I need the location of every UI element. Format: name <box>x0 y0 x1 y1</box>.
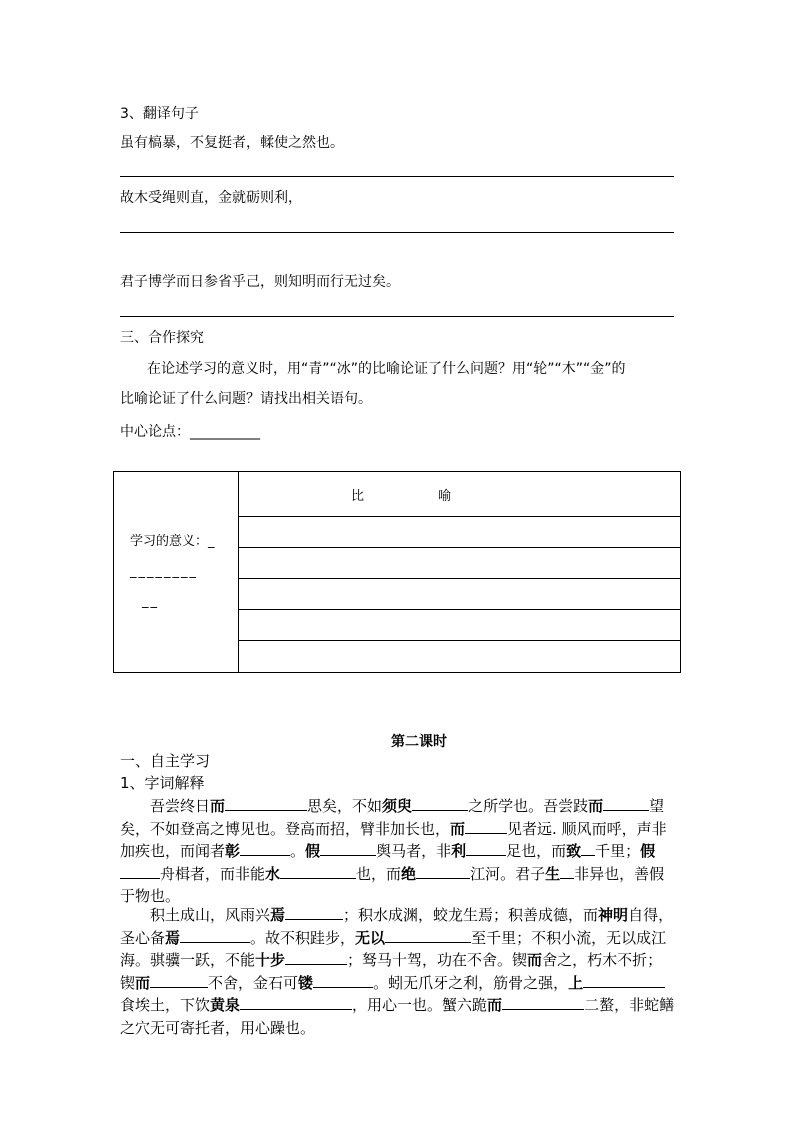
learning-meaning-line1: 学习的意义：_ <box>130 534 215 549</box>
metaphor-answer-cell[interactable] <box>239 517 681 548</box>
central-thesis-label[interactable]: 中心论点：__________ <box>120 424 260 440</box>
metaphor-answer-cell[interactable] <box>239 579 681 610</box>
fill-blank[interactable] <box>225 795 307 811</box>
keyword: 利 <box>451 842 467 860</box>
text-run: 积土成山，风雨兴 <box>150 906 271 924</box>
section-heading-translate: 3、翻译句子 <box>120 106 199 122</box>
text-run: 足也，而 <box>506 842 567 860</box>
metaphor-answer-cell[interactable] <box>239 610 681 641</box>
text-run: 舆马者，非 <box>376 842 452 860</box>
section-heading-self-study: 一、自主学习 <box>120 752 211 770</box>
keyword: 生 <box>545 864 561 883</box>
text-run: 。故不积跬步， <box>250 928 356 947</box>
fill-blank[interactable] <box>412 795 468 811</box>
text-run: 非异也，善假于物也。 <box>120 864 665 905</box>
fill-blank[interactable] <box>180 927 250 943</box>
keyword: 焉 <box>270 906 286 924</box>
answer-line[interactable] <box>120 176 674 177</box>
fill-blank[interactable] <box>603 795 649 811</box>
text-run: ；积水成渊，蛟龙生焉；积善成德，而 <box>343 906 599 924</box>
text-run: 舍之，朽木不折；锲 <box>120 951 663 992</box>
text-run: 。 <box>290 842 306 860</box>
text-run: 千里； <box>595 842 641 860</box>
metaphor-table <box>113 471 681 673</box>
fill-blank[interactable] <box>285 949 347 965</box>
translate-sentence-1: 虽有槁暴，不复挺者，輮使之然也。 <box>120 135 344 151</box>
text-run: 食埃土，下饮 <box>120 996 211 1014</box>
fill-blank[interactable] <box>560 863 574 879</box>
keyword: 绝 <box>401 864 417 883</box>
explore-prompt-line1: 在论述学习的意义时，用“青”“冰”的比喻论证了什么问题？用“轮”“木”“金”的 <box>147 361 626 377</box>
fill-blank[interactable] <box>120 863 160 879</box>
keyword: 神明 <box>598 906 629 924</box>
answer-line[interactable] <box>120 316 674 317</box>
translate-sentence-3: 君子博学而日参省乎己，则知明而行无过矣。 <box>120 274 400 290</box>
fill-blank[interactable] <box>240 840 290 856</box>
keyword: 上 <box>568 973 584 992</box>
keyword: 致 <box>566 842 582 860</box>
metaphor-answer-cell[interactable] <box>239 641 681 673</box>
keyword: 假 <box>305 842 321 860</box>
keyword: 水 <box>265 864 281 883</box>
text-run: 舟楫者，而非能 <box>160 864 266 883</box>
paragraph-2 <box>120 904 676 1039</box>
keyword: 而 <box>210 797 226 815</box>
keyword: 须臾 <box>382 797 413 815</box>
fill-blank[interactable] <box>313 972 373 988</box>
translate-sentence-2: 故木受绳则直，金就砺则利， <box>120 190 302 206</box>
keyword: 而 <box>135 973 151 992</box>
answer-line[interactable] <box>120 232 674 233</box>
text-run: 吾尝终日 <box>150 797 211 815</box>
keyword: 假 <box>640 842 656 860</box>
text-run: 不舍，金石可 <box>208 973 299 992</box>
keyword: 镂 <box>298 973 314 992</box>
text-run: 见者远. 顺风而呼，声非加疾也，而闻者 <box>120 819 667 860</box>
lesson-title: 第二课时 <box>391 734 447 750</box>
learning-meaning-line3: __ <box>142 594 159 609</box>
fill-blank[interactable] <box>581 840 595 856</box>
text-run: 自得，圣心备 <box>120 906 674 947</box>
fill-blank[interactable] <box>416 863 470 879</box>
fill-blank[interactable] <box>465 818 507 834</box>
keyword: 彰 <box>225 842 241 860</box>
keyword: 而 <box>527 951 543 969</box>
learning-meaning-cell[interactable] <box>114 472 239 673</box>
keyword: 十步 <box>255 951 286 969</box>
fill-blank[interactable] <box>466 840 506 856</box>
section-heading-word-explain: 1、字词解释 <box>120 774 205 792</box>
paragraph-1 <box>120 795 676 908</box>
metaphor-answer-cell[interactable] <box>239 548 681 579</box>
keyword: 而 <box>588 797 604 815</box>
section-heading-explore: 三、合作探究 <box>120 330 204 346</box>
metaphor-header <box>239 472 681 517</box>
fill-blank[interactable] <box>150 972 208 988</box>
fill-blank[interactable] <box>502 994 584 1010</box>
text-run: 江河。君子 <box>470 864 546 883</box>
keyword: 黄泉 <box>210 996 241 1014</box>
text-run: 思矣，不如 <box>307 797 383 815</box>
fill-blank[interactable] <box>280 863 356 879</box>
explore-prompt-line2: 比喻论证了什么问题？请找出相关语句。 <box>120 391 372 407</box>
keyword: 焉 <box>165 928 181 947</box>
text-run: ，用心一也。蟹六跪 <box>352 996 488 1014</box>
keyword: 而 <box>450 819 466 838</box>
keyword: 而 <box>487 996 503 1014</box>
text-run: ；驽马十驾，功在不舍。锲 <box>347 951 528 969</box>
text-run: 至千里；不积小流，无以成江海。骐骥一跃，不能 <box>120 928 667 969</box>
text-run: 。蚓无爪牙之利，筋骨之强， <box>373 973 569 992</box>
fill-blank[interactable] <box>240 994 352 1010</box>
metaphor-header-char1: 比 <box>351 488 365 504</box>
learning-meaning-line2: ________ <box>130 564 198 579</box>
fill-blank[interactable] <box>583 972 665 988</box>
fill-blank[interactable] <box>385 927 471 943</box>
text-run: 也，而 <box>356 864 402 883</box>
fill-blank[interactable] <box>320 840 376 856</box>
text-run: 之所学也。吾尝跂 <box>468 797 589 815</box>
text-run: 二螯，非蛇鳝之穴无可寄托者，用心躁也。 <box>120 996 675 1037</box>
keyword: 无以 <box>355 928 386 947</box>
text-run: 望矣，不如登高之博见也。登高而招，臂非加长也， <box>120 797 665 838</box>
metaphor-header-char2: 喻 <box>438 488 452 504</box>
fill-blank[interactable] <box>285 904 343 920</box>
